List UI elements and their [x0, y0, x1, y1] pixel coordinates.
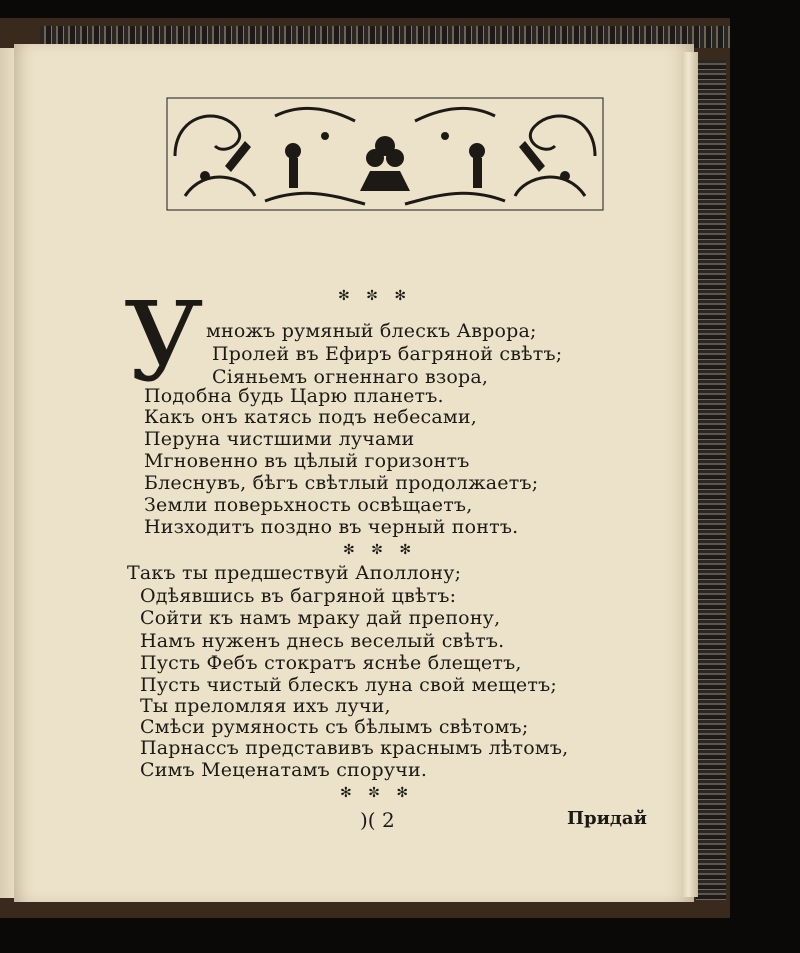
verse-line: множъ румяный блескъ Аврора; — [206, 320, 537, 342]
verse-line: Земли поверьхность освѣщаетъ, — [144, 494, 473, 516]
verse-line: Перуна чистшими лучами — [144, 428, 415, 450]
verse-line: Мгновенно въ цѣлый горизонтъ — [144, 450, 470, 472]
separator-top: ✻ ✼ ✻ — [338, 288, 413, 304]
dropcap-ornament — [120, 284, 212, 388]
floral-vignette-icon — [165, 96, 605, 212]
separator-middle: ✻ ✼ ✻ — [343, 542, 418, 558]
verse-line: Подобна будь Царю планетъ. — [144, 385, 444, 407]
verse-line: Такъ ты предшествуй Аполлону; — [127, 562, 462, 584]
verse-line: Сойти къ намъ мраку дай препону, — [140, 607, 501, 629]
verse-line: Какъ онъ катясь подъ небесами, — [144, 406, 477, 428]
separator-bottom: ✻ ✼ ✻ — [340, 785, 415, 801]
verse-line: Блеснувъ, бѣгъ свѣтлый продолжаетъ; — [144, 472, 539, 494]
verse-line: Намъ нуженъ днесь веселый свѣтъ. — [140, 630, 505, 652]
verse-line: Пусть чистый блескъ луна свой мещетъ; — [140, 674, 557, 696]
verse-line: Пусть Фебъ стократъ яснѣе блещетъ, — [140, 652, 522, 674]
verse-line: Парнассъ представивъ краснымъ лѣтомъ, — [140, 737, 569, 759]
verse-line: Ты преломляя ихъ лучи, — [140, 695, 391, 717]
page-stack-edge — [682, 52, 698, 897]
verse-line: Низходитъ поздно въ черный понтъ. — [144, 516, 519, 538]
verse-line: Сіяньемъ огненнаго взора, — [212, 366, 489, 388]
verse-line: Одѣявшись въ багряной цвѣтъ: — [140, 585, 457, 607]
marbled-edge-right — [696, 60, 726, 900]
verse-line: Смѣси румяность съ бѣлымъ свѣтомъ; — [140, 716, 529, 738]
signature-mark: )( 2 — [360, 808, 395, 832]
dropcap-letter: У — [124, 284, 204, 388]
catchword: Придай — [567, 808, 647, 829]
verse-line: Пролей въ Ефиръ багряной свѣтъ; — [212, 343, 563, 365]
verse-line: Симъ Меценатамъ споручи. — [140, 759, 428, 781]
